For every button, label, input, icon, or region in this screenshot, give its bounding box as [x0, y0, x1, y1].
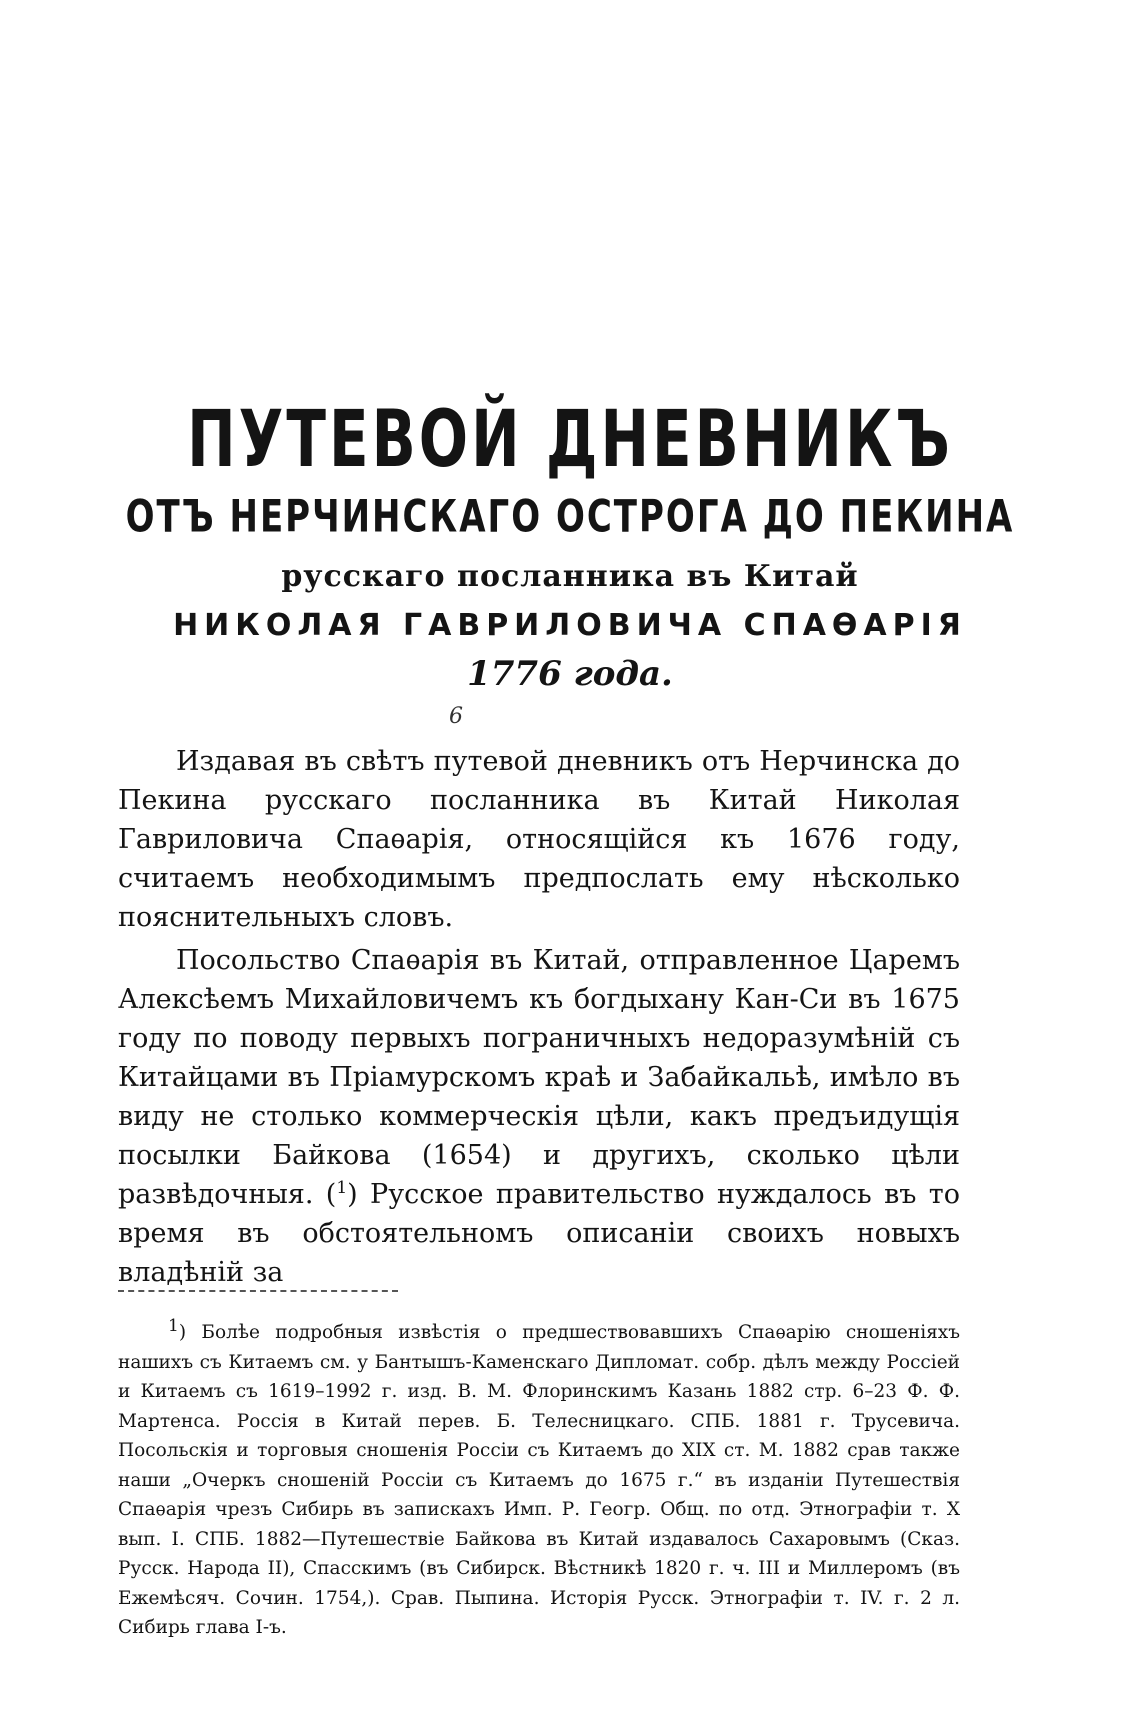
footnote-separator: [118, 1290, 398, 1292]
paragraph-2: [118, 941, 960, 1292]
author-name: НИКОЛАЯ ГАВРИЛОВИЧА СПАѲАРІЯ: [173, 608, 967, 643]
footnote-text: ) Болѣе подробныя извѣстія о предшествовавшихъ Спаѳарію сношеніяхъ нашихъ съ Китаемъ см. у Бантышъ-Каменскаго Дипломат. собр. дѣлъ между Россіей и Китаемъ съ 1619–1992 г. изд. В. М. Флоринскимъ Казань 1882 стр. 6–23 Ф. Ф. Мартенса. Россія в Китай перев. Б. Телесницкаго. СПБ. 1881 г. Трусевича. Посольскія и торговыя сношенія Россіи съ Китаемъ до XIX ст. М. 1882 срав также наши „Очеркъ сношеній Россіи съ Китаемъ до 1675 г.“ въ изданіи Путешествія Спаѳарія чрезъ Сибирь въ запискахъ Имп. Р. Геогр. Общ. по отд. Этнографіи т. X вып. I. СПБ. 1882—Путешествіе Байкова въ Китай издавалось Сахаровымъ (Сказ. Русск. Народа II), Спасскимъ (въ Сибирск. Вѣстникѣ 1820 г. ч. III и Миллеромъ (въ Ежемѣсяч. Сочин. 1754,). Срав. Пыпина. Исторія Русск. Этнографіи т. IV. г. 2 л. Сибирь глава I-ъ.: [118, 1322, 960, 1638]
paragraph-2-end: ) Русское правительство нуждалось въ то время въ обстоятельномъ описаніи своихъ новыхъ владѣній за: [118, 1179, 960, 1288]
footnote-reference: 1: [336, 1178, 348, 1198]
handwritten-year-correction: 6: [449, 704, 463, 729]
body-text: [118, 742, 960, 1296]
title-year: 1776 года.: [467, 654, 673, 694]
title-block: [0, 393, 1140, 694]
subtitle-envoy: русскаго посланника въ Китай: [281, 559, 859, 594]
paragraph-1: Издавая въ свѣтъ путевой дневникъ отъ Нерчинска до Пекина русскаго посланника въ Китай Николая Гавриловича Спаѳарія, относящійся къ 1676 году, считаемъ необходимымъ предпослать ему нѣсколько пояснительныхъ словъ.: [118, 746, 960, 933]
main-title: ПУТЕВОЙ ДНЕВНИКЪ: [187, 393, 953, 485]
paragraph-2-start: Посольство Спаѳарія въ Китай, отправленное Царемъ Алексѣемъ Михайловичемъ къ богдыхану Кан-Си въ 1675 году по поводу первыхъ пограничныхъ недоразумѣній съ Китайцами въ Пріамурскомъ краѣ и Забайкальѣ, имѣло въ виду не столько коммерческія цѣли, какъ предъидущія посылки Байкова (1654) и другихъ, сколько цѣли развѣдочныя. (: [118, 945, 960, 1210]
subtitle-route: ОТЪ НЕРЧИНСКАГО ОСТРОГА ДО ПЕКИНА: [125, 491, 1015, 543]
footnote-marker: 1: [168, 1315, 179, 1336]
footnote: [118, 1315, 960, 1643]
